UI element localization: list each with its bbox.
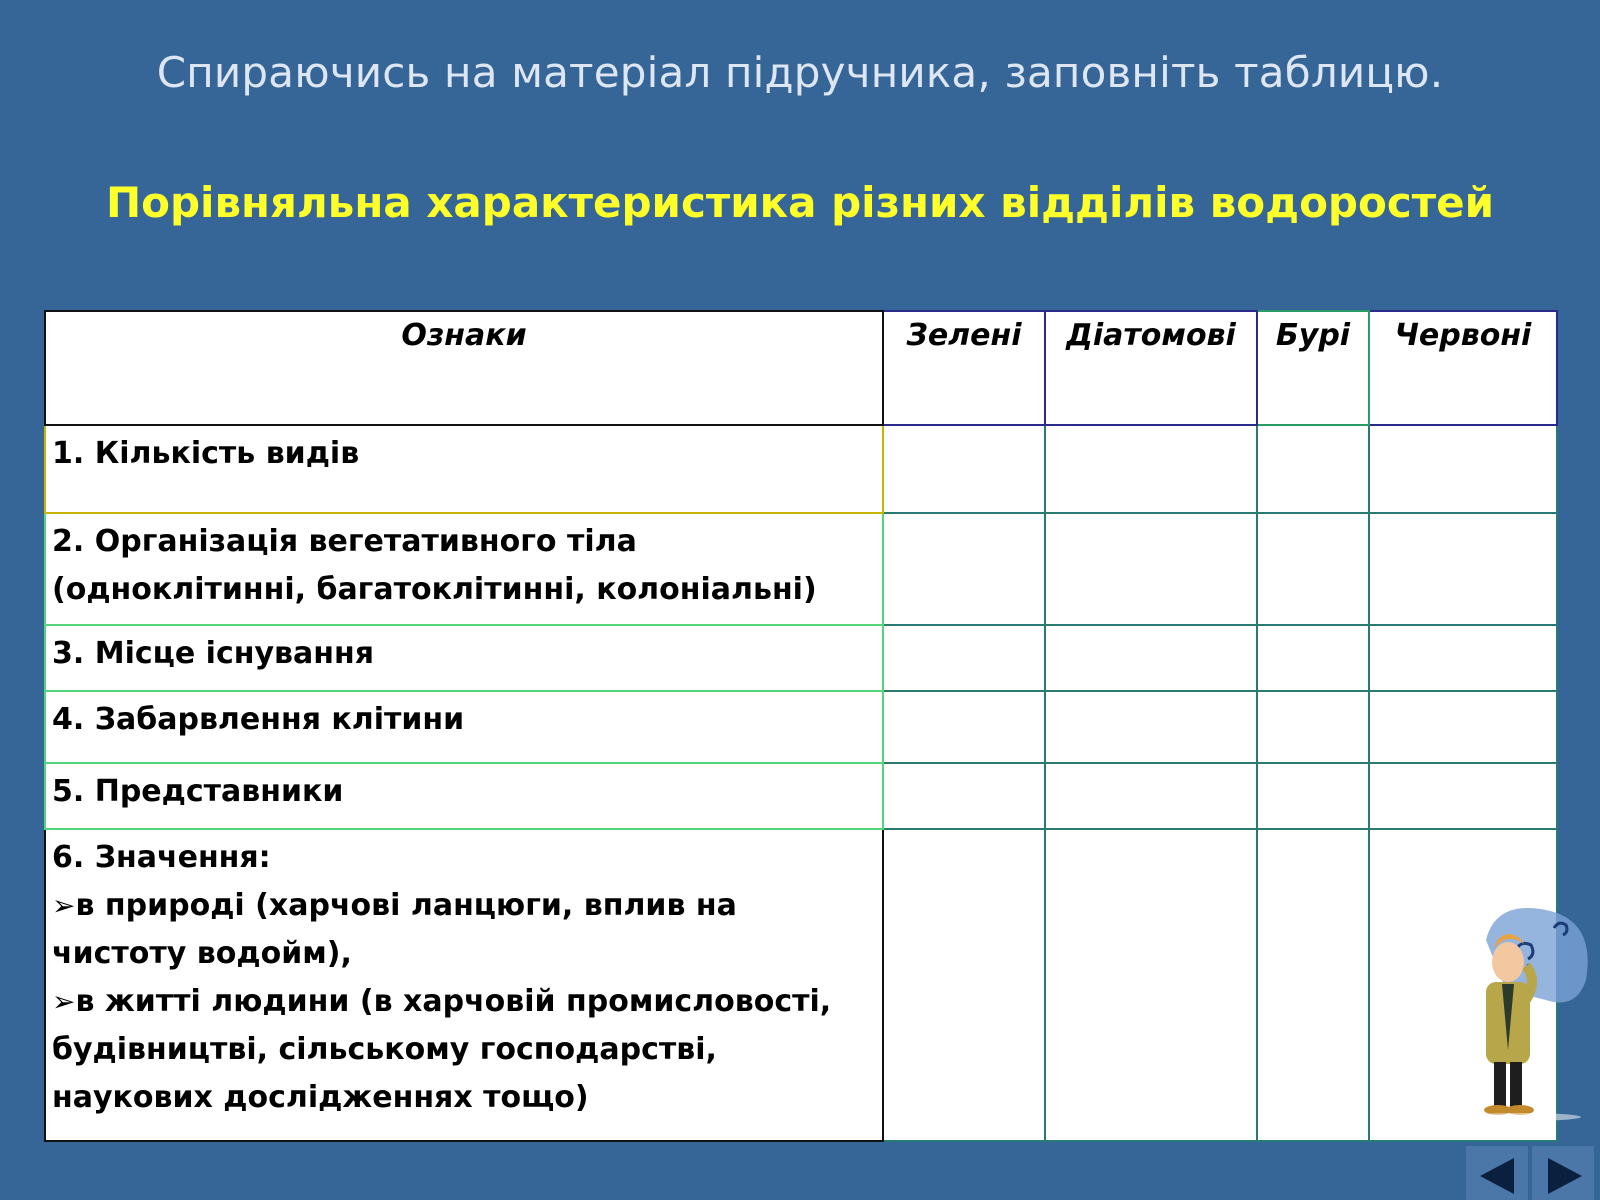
table-cell[interactable] [1369, 625, 1557, 691]
table-cell[interactable] [883, 625, 1045, 691]
comparison-table [44, 310, 1558, 1142]
table-cell[interactable] [1369, 763, 1557, 829]
table-cell[interactable] [883, 425, 1045, 513]
table-row [45, 829, 1557, 1141]
arrow-bullet-icon: ➢ [52, 985, 76, 1018]
table-header-row [45, 311, 1557, 425]
table-cell[interactable] [1369, 425, 1557, 513]
header-diatoms: Діатомові [1045, 311, 1257, 425]
previous-slide-button[interactable] [1466, 1146, 1528, 1200]
slide-title: Порівняльна характеристика різних відділів водоростей [105, 178, 1494, 227]
header-brown: Бурі [1257, 311, 1369, 425]
table-cell[interactable] [1257, 625, 1369, 691]
arrow-bullet-icon: ➢ [52, 889, 76, 922]
row-label-species-count: 1. Кількість видів [45, 425, 883, 513]
row-label-representatives: 5. Представники [45, 763, 883, 829]
table-cell[interactable] [883, 513, 1045, 625]
row-label-significance [45, 829, 883, 1141]
table-cell[interactable] [1369, 691, 1557, 763]
table-cell[interactable] [1045, 513, 1257, 625]
table-cell[interactable] [1257, 425, 1369, 513]
table-cell[interactable] [1257, 513, 1369, 625]
table-cell[interactable] [1045, 425, 1257, 513]
next-slide-button[interactable] [1532, 1146, 1594, 1200]
table-row [45, 625, 1557, 691]
triangle-right-icon [1548, 1158, 1582, 1194]
significance-heading: 6. Значення: [52, 840, 271, 875]
table-cell[interactable] [1045, 829, 1257, 1141]
thinking-man-illustration [1446, 900, 1596, 1130]
row-label-habitat: 3. Місце існування [45, 625, 883, 691]
table-row [45, 425, 1557, 513]
table-row [45, 691, 1557, 763]
table-row [45, 763, 1557, 829]
table-cell[interactable] [1369, 513, 1557, 625]
bullet-text: в природі (харчові ланцюги, вплив на чистоту водойм), [52, 888, 737, 971]
table-cell[interactable] [1045, 691, 1257, 763]
table-row [45, 513, 1557, 625]
row-label-cell-color: 4. Забарвлення клітини [45, 691, 883, 763]
header-red: Червоні [1369, 311, 1557, 425]
table-cell[interactable] [883, 691, 1045, 763]
bullet-item [52, 978, 876, 1122]
table-cell[interactable] [1045, 625, 1257, 691]
table-cell[interactable] [1257, 763, 1369, 829]
table-cell[interactable] [1257, 829, 1369, 1141]
row-label-body-organization: 2. Організація вегетативного тіла (одноклітинні, багатоклітинні, колоніальні) [45, 513, 883, 625]
header-green: Зелені [883, 311, 1045, 425]
bullet-item [52, 882, 876, 978]
header-features: Ознаки [45, 311, 883, 425]
slide-subtitle: Спираючись на матеріал підручника, заповніть таблицю. [156, 48, 1444, 97]
table-cell[interactable] [883, 763, 1045, 829]
table-cell[interactable] [1045, 763, 1257, 829]
table-cell[interactable] [1257, 691, 1369, 763]
bullet-text: в житті людини (в харчовій промисловості, будівництві, сільському господарстві, наукових дослідженнях тощо) [52, 984, 832, 1115]
table-cell[interactable] [883, 829, 1045, 1141]
triangle-left-icon [1480, 1158, 1514, 1194]
